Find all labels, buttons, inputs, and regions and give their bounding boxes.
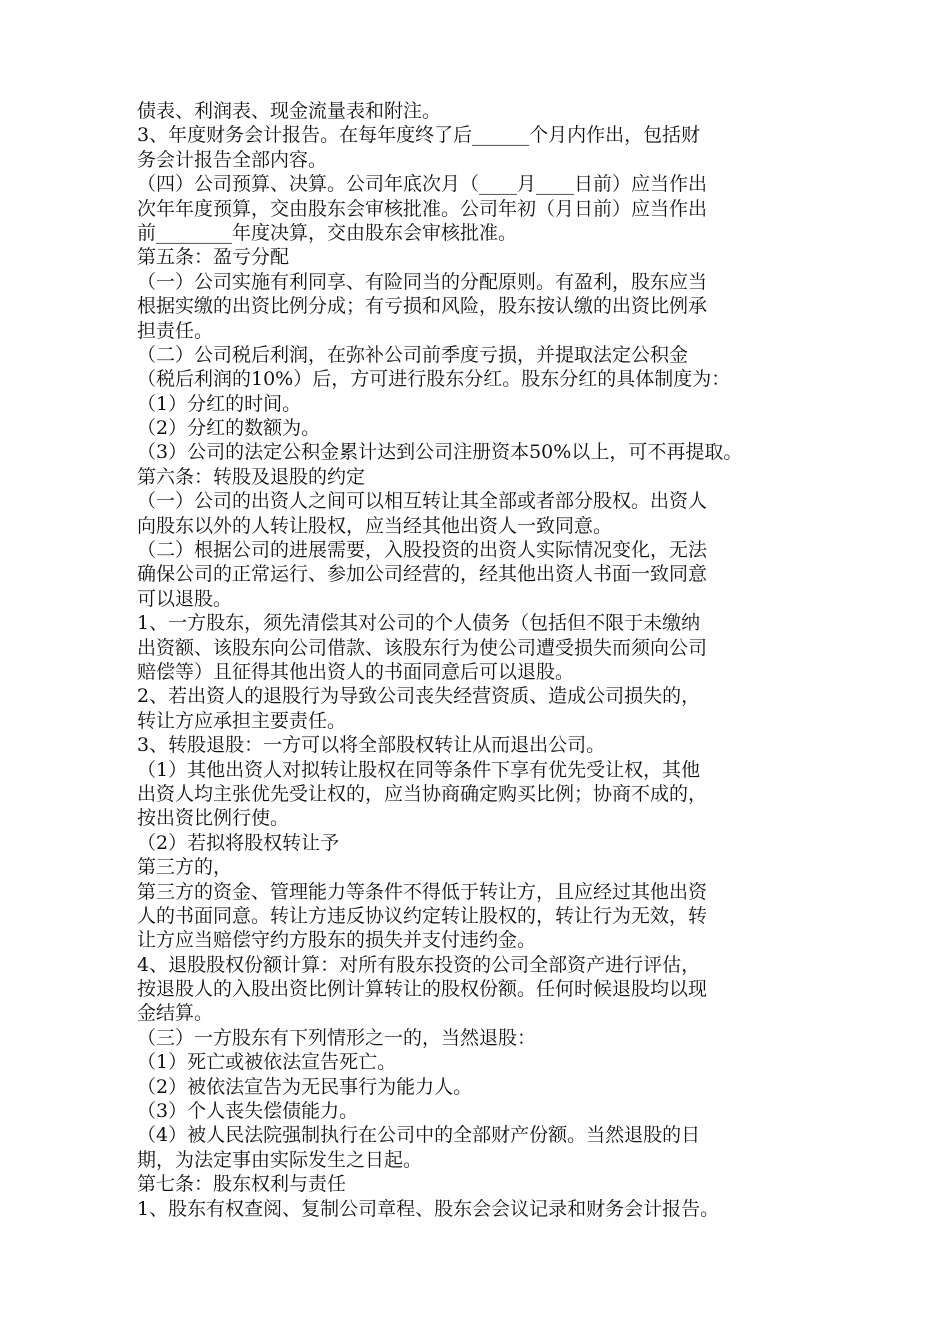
text-line: 第三方的资金、管理能力等条件不得低于转让方，且应经过其他出资 — [137, 880, 708, 903]
text-line: （税后利润的10%）后，方可进行股东分红。股东分红的具体制度为： — [137, 368, 731, 391]
text-line: （二）公司税后利润，在弥补公司前季度亏损，并提取法定公积金 — [137, 343, 689, 366]
text-line: 4、退股股权份额计算：对所有股东投资的公司全部资产进行评估， — [137, 953, 701, 976]
text-line: （2）分红的数额为。 — [137, 417, 321, 440]
text-line: （二）根据公司的进展需要，入股投资的出资人实际情况变化，无法 — [137, 539, 708, 562]
text-line: 按出资比例行使。 — [137, 807, 290, 830]
text-line: （1）分红的时间。 — [137, 392, 302, 415]
document-body — [137, 99, 837, 1221]
text-line: 金结算。 — [137, 1002, 214, 1025]
text-line: 确保公司的正常运行、参加公司经营的，经其他出资人书面一致同意 — [137, 563, 708, 586]
text-line: 前________年度决算，交由股东会审核批准。 — [137, 221, 518, 244]
text-line: （2）被依法宣告为无民事行为能力人。 — [137, 1075, 473, 1098]
text-line: （四）公司预算、决算。公司年底次月（____月____日前）应当作出 — [137, 173, 708, 196]
text-line: 3、年度财务会计报告。在每年度终了后______个月内作出，包括财 — [137, 124, 701, 147]
text-line: （一）公司实施有利同享、有险同当的分配原则。有盈利，股东应当 — [137, 270, 708, 293]
text-line: 务会计报告全部内容。 — [137, 148, 328, 171]
text-line: （1）死亡或被依法宣告死亡。 — [137, 1051, 397, 1074]
text-line: 1、股东有权查阅、复制公司章程、股东会会议记录和财务会计报告。 — [137, 1197, 720, 1220]
text-line: （一）公司的出资人之间可以相互转让其全部或者部分股权。出资人 — [137, 490, 708, 513]
text-line: （4）被人民法院强制执行在公司中的全部财产份额。当然退股的日 — [137, 1124, 701, 1147]
text-line: 向股东以外的人转让股权，应当经其他出资人一致同意。 — [137, 514, 613, 537]
text-line: 让方应当赔偿守约方股东的损失并支付违约金。 — [137, 929, 537, 952]
section-heading: 第六条：转股及退股的约定 — [137, 465, 366, 488]
text-line: 转让方应承担主要责任。 — [137, 709, 347, 732]
text-line: 3、转股退股：一方可以将全部股权转让从而退出公司。 — [137, 734, 606, 757]
text-line: 期，为法定事由实际发生之日起。 — [137, 1148, 423, 1171]
text-line: 可以退股。 — [137, 587, 233, 610]
text-line: （2）若拟将股权转让予 — [137, 831, 340, 854]
text-line: 根据实缴的出资比例分成；有亏损和风险，股东按认缴的出资比例承 — [137, 295, 708, 318]
text-line: 债表、利润表、现金流量表和附注。 — [137, 100, 442, 122]
text-line: （3）个人丧失偿债能力。 — [137, 1100, 359, 1123]
text-line: 赔偿等）且征得其他出资人的书面同意后可以退股。 — [137, 660, 575, 683]
text-line: 按退股人的入股出资比例计算转让的股权份额。任何时候退股均以现 — [137, 978, 708, 1001]
text-line: 次年年度预算，交由股东会审核批准。公司年初（月日前）应当作出 — [137, 197, 708, 220]
text-line: 出资额、该股东向公司借款、该股东行为使公司遭受损失而须向公司 — [137, 636, 708, 659]
section-heading: 第七条：股东权利与责任 — [137, 1173, 347, 1196]
section-heading: 第五条：盈亏分配 — [137, 246, 290, 269]
text-line: 出资人均主张优先受让权的，应当协商确定购买比例；协商不成的， — [137, 782, 708, 805]
text-line: （三）一方股东有下列情形之一的，当然退股： — [137, 1026, 537, 1049]
text-line: （3）公司的法定公积金累计达到公司注册资本50%以上，可不再提取。 — [137, 441, 743, 464]
text-line: 1、一方股东，须先清偿其对公司的个人债务（包括但不限于未缴纳 — [137, 612, 701, 635]
text-line: 担责任。 — [137, 319, 214, 342]
text-line: （1）其他出资人对拟转让股权在同等条件下享有优先受让权，其他 — [137, 758, 701, 781]
text-line: 2、若出资人的退股行为导致公司丧失经营资质、造成公司损失的， — [137, 685, 701, 708]
text-line: 人的书面同意。转让方违反协议约定转让股权的，转让行为无效，转 — [137, 904, 708, 927]
text-line: 第三方的， — [137, 856, 233, 879]
